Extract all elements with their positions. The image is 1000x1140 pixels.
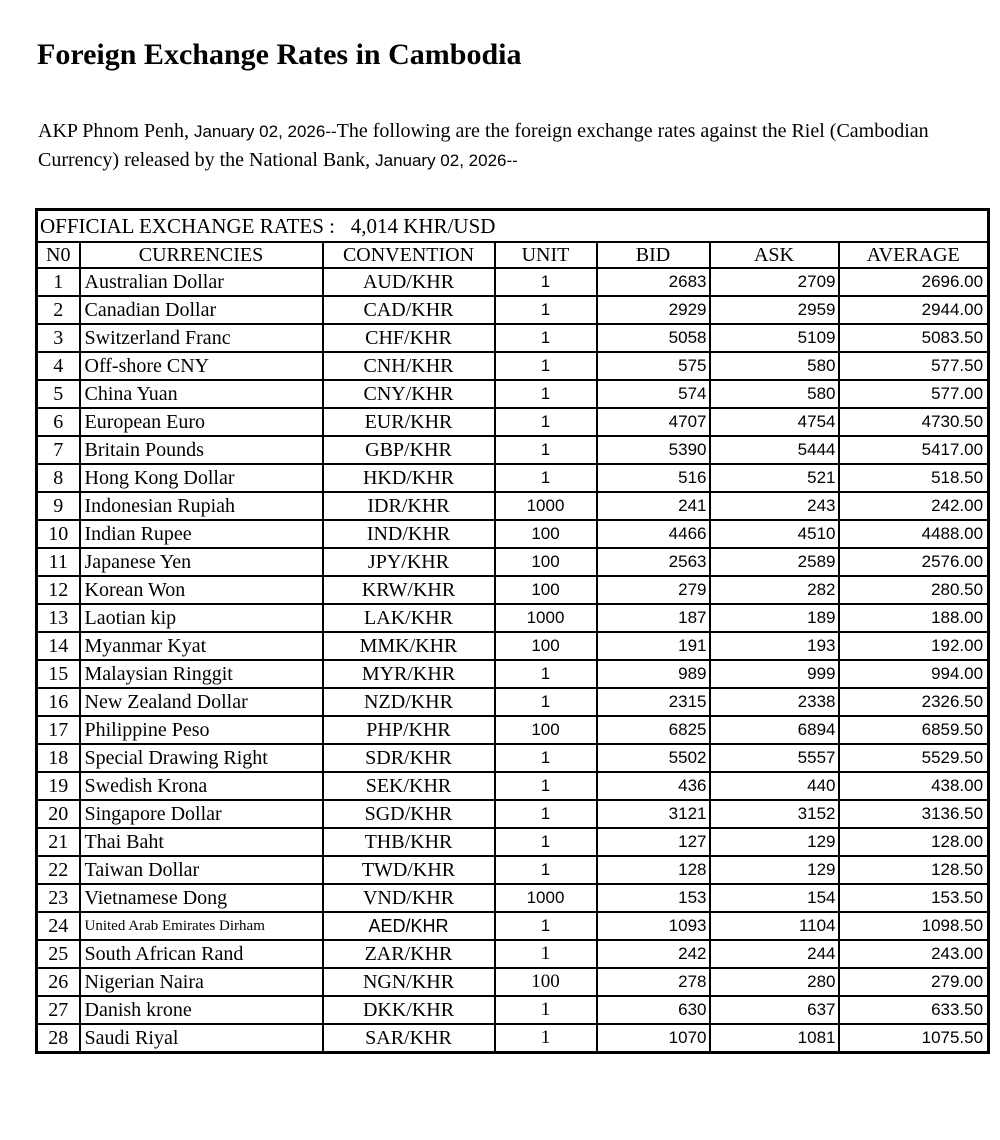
cell-unit: 1 xyxy=(495,1024,597,1053)
cell-convention: SAR/KHR xyxy=(323,1024,495,1053)
cell-unit: 1 xyxy=(495,940,597,968)
table-row xyxy=(37,688,989,716)
cell-unit: 100 xyxy=(495,576,597,604)
cell-average: 2696.00 xyxy=(839,268,989,296)
cell-unit: 1000 xyxy=(495,604,597,632)
cell-average: 128.00 xyxy=(839,828,989,856)
column-header-average: AVERAGE xyxy=(839,242,989,268)
cell-currency: Indonesian Rupiah xyxy=(80,492,323,520)
table-row xyxy=(37,492,989,520)
cell-ask: 193 xyxy=(710,632,839,660)
cell-currency: Switzerland Franc xyxy=(80,324,323,352)
cell-average: 2326.50 xyxy=(839,688,989,716)
cell-bid: 128 xyxy=(597,856,710,884)
cell-bid: 187 xyxy=(597,604,710,632)
cell-no: 26 xyxy=(37,968,80,996)
cell-average: 243.00 xyxy=(839,940,989,968)
cell-ask: 2959 xyxy=(710,296,839,324)
table-row xyxy=(37,520,989,548)
table-caption: OFFICIAL EXCHANGE RATES : 4,014 KHR/USD xyxy=(37,210,989,243)
cell-unit: 1 xyxy=(495,464,597,492)
cell-no: 16 xyxy=(37,688,80,716)
cell-convention: CHF/KHR xyxy=(323,324,495,352)
cell-no: 7 xyxy=(37,436,80,464)
cell-ask: 521 xyxy=(710,464,839,492)
cell-currency: Australian Dollar xyxy=(80,268,323,296)
cell-average: 1075.50 xyxy=(839,1024,989,1053)
table-row xyxy=(37,380,989,408)
cell-unit: 1 xyxy=(495,744,597,772)
cell-no: 21 xyxy=(37,828,80,856)
cell-average: 3136.50 xyxy=(839,800,989,828)
cell-convention: PHP/KHR xyxy=(323,716,495,744)
cell-ask: 5557 xyxy=(710,744,839,772)
cell-currency: South African Rand xyxy=(80,940,323,968)
cell-convention: CNH/KHR xyxy=(323,352,495,380)
cell-no: 18 xyxy=(37,744,80,772)
cell-ask: 637 xyxy=(710,996,839,1024)
cell-convention: SGD/KHR xyxy=(323,800,495,828)
table-row xyxy=(37,744,989,772)
cell-currency: Malaysian Ringgit xyxy=(80,660,323,688)
cell-bid: 5502 xyxy=(597,744,710,772)
cell-unit: 1 xyxy=(495,688,597,716)
cell-ask: 1081 xyxy=(710,1024,839,1053)
cell-currency: Thai Baht xyxy=(80,828,323,856)
cell-average: 2944.00 xyxy=(839,296,989,324)
cell-convention: LAK/KHR xyxy=(323,604,495,632)
cell-bid: 4466 xyxy=(597,520,710,548)
cell-average: 279.00 xyxy=(839,968,989,996)
exchange-rates-table xyxy=(35,208,990,1054)
cell-average: 280.50 xyxy=(839,576,989,604)
table-row xyxy=(37,464,989,492)
cell-no: 17 xyxy=(37,716,80,744)
table-row xyxy=(37,940,989,968)
cell-average: 192.00 xyxy=(839,632,989,660)
cell-unit: 100 xyxy=(495,968,597,996)
cell-unit: 1 xyxy=(495,352,597,380)
cell-no: 22 xyxy=(37,856,80,884)
cell-bid: 1093 xyxy=(597,912,710,940)
cell-convention: SEK/KHR xyxy=(323,772,495,800)
cell-bid: 191 xyxy=(597,632,710,660)
cell-no: 15 xyxy=(37,660,80,688)
cell-average: 994.00 xyxy=(839,660,989,688)
cell-convention: ZAR/KHR xyxy=(323,940,495,968)
cell-bid: 630 xyxy=(597,996,710,1024)
table-row xyxy=(37,884,989,912)
cell-ask: 154 xyxy=(710,884,839,912)
cell-bid: 4707 xyxy=(597,408,710,436)
cell-ask: 4754 xyxy=(710,408,839,436)
cell-convention: AED/KHR xyxy=(323,912,495,940)
cell-bid: 2929 xyxy=(597,296,710,324)
cell-average: 5083.50 xyxy=(839,324,989,352)
table-header-row xyxy=(37,242,989,268)
cell-unit: 1000 xyxy=(495,492,597,520)
table-row xyxy=(37,576,989,604)
cell-bid: 2683 xyxy=(597,268,710,296)
cell-unit: 1 xyxy=(495,800,597,828)
table-row xyxy=(37,968,989,996)
column-header-ask: ASK xyxy=(710,242,839,268)
table-row xyxy=(37,1024,989,1053)
page-title: Foreign Exchange Rates in Cambodia xyxy=(37,38,522,71)
cell-no: 6 xyxy=(37,408,80,436)
cell-currency: Taiwan Dollar xyxy=(80,856,323,884)
table-row xyxy=(37,296,989,324)
table-row xyxy=(37,912,989,940)
cell-bid: 989 xyxy=(597,660,710,688)
cell-ask: 4510 xyxy=(710,520,839,548)
cell-bid: 575 xyxy=(597,352,710,380)
cell-average: 577.00 xyxy=(839,380,989,408)
cell-convention: THB/KHR xyxy=(323,828,495,856)
cell-unit: 100 xyxy=(495,548,597,576)
cell-currency: New Zealand Dollar xyxy=(80,688,323,716)
cell-unit: 1 xyxy=(495,380,597,408)
cell-bid: 241 xyxy=(597,492,710,520)
cell-no: 28 xyxy=(37,1024,80,1053)
cell-ask: 243 xyxy=(710,492,839,520)
intro-text-body: The following are the foreign exchange rates against the Riel (Cambodian Currency) released by the National Bank, xyxy=(38,120,929,171)
cell-average: 6859.50 xyxy=(839,716,989,744)
cell-unit: 1 xyxy=(495,828,597,856)
cell-average: 2576.00 xyxy=(839,548,989,576)
cell-bid: 153 xyxy=(597,884,710,912)
cell-average: 577.50 xyxy=(839,352,989,380)
cell-no: 5 xyxy=(37,380,80,408)
cell-average: 4488.00 xyxy=(839,520,989,548)
intro-date-1: January 02, 2026-- xyxy=(193,122,337,141)
cell-no: 19 xyxy=(37,772,80,800)
cell-currency: Myanmar Kyat xyxy=(80,632,323,660)
cell-unit: 1 xyxy=(495,856,597,884)
cell-no: 14 xyxy=(37,632,80,660)
cell-bid: 279 xyxy=(597,576,710,604)
table-row xyxy=(37,604,989,632)
table-row xyxy=(37,632,989,660)
table-row xyxy=(37,716,989,744)
column-header-unit: UNIT xyxy=(495,242,597,268)
cell-convention: TWD/KHR xyxy=(323,856,495,884)
cell-currency: Nigerian Naira xyxy=(80,968,323,996)
cell-no: 2 xyxy=(37,296,80,324)
cell-bid: 127 xyxy=(597,828,710,856)
cell-no: 20 xyxy=(37,800,80,828)
cell-convention: NZD/KHR xyxy=(323,688,495,716)
cell-bid: 2563 xyxy=(597,548,710,576)
cell-convention: CNY/KHR xyxy=(323,380,495,408)
cell-unit: 1 xyxy=(495,296,597,324)
table-row xyxy=(37,436,989,464)
cell-ask: 280 xyxy=(710,968,839,996)
table-row xyxy=(37,996,989,1024)
cell-bid: 5058 xyxy=(597,324,710,352)
cell-ask: 580 xyxy=(710,380,839,408)
table-row xyxy=(37,408,989,436)
cell-average: 5417.00 xyxy=(839,436,989,464)
cell-average: 188.00 xyxy=(839,604,989,632)
cell-convention: VND/KHR xyxy=(323,884,495,912)
cell-convention: CAD/KHR xyxy=(323,296,495,324)
cell-unit: 1 xyxy=(495,912,597,940)
cell-bid: 3121 xyxy=(597,800,710,828)
cell-currency: Philippine Peso xyxy=(80,716,323,744)
table-row xyxy=(37,772,989,800)
table-row xyxy=(37,660,989,688)
cell-currency: Singapore Dollar xyxy=(80,800,323,828)
column-header-currencies: CURRENCIES xyxy=(80,242,323,268)
cell-currency: Hong Kong Dollar xyxy=(80,464,323,492)
cell-no: 11 xyxy=(37,548,80,576)
cell-unit: 1 xyxy=(495,660,597,688)
cell-no: 23 xyxy=(37,884,80,912)
cell-currency: Special Drawing Right xyxy=(80,744,323,772)
cell-currency: European Euro xyxy=(80,408,323,436)
cell-ask: 580 xyxy=(710,352,839,380)
cell-average: 128.50 xyxy=(839,856,989,884)
cell-unit: 100 xyxy=(495,520,597,548)
cell-bid: 516 xyxy=(597,464,710,492)
cell-ask: 5109 xyxy=(710,324,839,352)
cell-currency: Saudi Riyal xyxy=(80,1024,323,1053)
cell-unit: 100 xyxy=(495,716,597,744)
table-row xyxy=(37,856,989,884)
cell-currency: United Arab Emirates Dirham xyxy=(80,912,323,940)
cell-bid: 1070 xyxy=(597,1024,710,1053)
cell-currency: China Yuan xyxy=(80,380,323,408)
cell-no: 12 xyxy=(37,576,80,604)
cell-unit: 1 xyxy=(495,324,597,352)
cell-no: 4 xyxy=(37,352,80,380)
cell-currency: Japanese Yen xyxy=(80,548,323,576)
cell-ask: 129 xyxy=(710,856,839,884)
intro-text-lead: AKP Phnom Penh, xyxy=(38,120,194,142)
cell-currency: Korean Won xyxy=(80,576,323,604)
cell-ask: 244 xyxy=(710,940,839,968)
table-row xyxy=(37,828,989,856)
cell-currency: Britain Pounds xyxy=(80,436,323,464)
cell-bid: 242 xyxy=(597,940,710,968)
cell-ask: 3152 xyxy=(710,800,839,828)
table-row xyxy=(37,800,989,828)
cell-unit: 1 xyxy=(495,772,597,800)
cell-currency: Indian Rupee xyxy=(80,520,323,548)
cell-ask: 2338 xyxy=(710,688,839,716)
cell-convention: AUD/KHR xyxy=(323,268,495,296)
cell-average: 1098.50 xyxy=(839,912,989,940)
cell-ask: 2589 xyxy=(710,548,839,576)
cell-average: 153.50 xyxy=(839,884,989,912)
cell-bid: 436 xyxy=(597,772,710,800)
cell-currency: Off-shore CNY xyxy=(80,352,323,380)
cell-convention: EUR/KHR xyxy=(323,408,495,436)
cell-ask: 999 xyxy=(710,660,839,688)
cell-convention: HKD/KHR xyxy=(323,464,495,492)
cell-average: 518.50 xyxy=(839,464,989,492)
cell-convention: MMK/KHR xyxy=(323,632,495,660)
cell-average: 438.00 xyxy=(839,772,989,800)
cell-convention: MYR/KHR xyxy=(323,660,495,688)
cell-convention: DKK/KHR xyxy=(323,996,495,1024)
cell-average: 4730.50 xyxy=(839,408,989,436)
table-row xyxy=(37,268,989,296)
cell-average: 633.50 xyxy=(839,996,989,1024)
cell-no: 25 xyxy=(37,940,80,968)
cell-currency: Danish krone xyxy=(80,996,323,1024)
cell-convention: SDR/KHR xyxy=(323,744,495,772)
cell-bid: 5390 xyxy=(597,436,710,464)
cell-no: 10 xyxy=(37,520,80,548)
column-header-convention: CONVENTION xyxy=(323,242,495,268)
cell-no: 24 xyxy=(37,912,80,940)
cell-unit: 1 xyxy=(495,436,597,464)
cell-ask: 129 xyxy=(710,828,839,856)
cell-no: 3 xyxy=(37,324,80,352)
cell-ask: 440 xyxy=(710,772,839,800)
cell-convention: KRW/KHR xyxy=(323,576,495,604)
cell-convention: JPY/KHR xyxy=(323,548,495,576)
cell-ask: 1104 xyxy=(710,912,839,940)
cell-bid: 278 xyxy=(597,968,710,996)
column-header-bid: BID xyxy=(597,242,710,268)
cell-convention: NGN/KHR xyxy=(323,968,495,996)
cell-unit: 1 xyxy=(495,996,597,1024)
table-row xyxy=(37,324,989,352)
intro-paragraph xyxy=(38,117,960,175)
cell-unit: 100 xyxy=(495,632,597,660)
cell-ask: 282 xyxy=(710,576,839,604)
cell-no: 8 xyxy=(37,464,80,492)
intro-date-2: January 02, 2026-- xyxy=(375,151,518,170)
cell-currency: Canadian Dollar xyxy=(80,296,323,324)
cell-no: 9 xyxy=(37,492,80,520)
cell-average: 5529.50 xyxy=(839,744,989,772)
table-row xyxy=(37,352,989,380)
column-header-n0: N0 xyxy=(37,242,80,268)
cell-bid: 574 xyxy=(597,380,710,408)
cell-ask: 6894 xyxy=(710,716,839,744)
cell-no: 27 xyxy=(37,996,80,1024)
cell-no: 13 xyxy=(37,604,80,632)
cell-bid: 6825 xyxy=(597,716,710,744)
cell-ask: 2709 xyxy=(710,268,839,296)
cell-unit: 1000 xyxy=(495,884,597,912)
cell-convention: IND/KHR xyxy=(323,520,495,548)
cell-average: 242.00 xyxy=(839,492,989,520)
cell-convention: IDR/KHR xyxy=(323,492,495,520)
cell-bid: 2315 xyxy=(597,688,710,716)
cell-currency: Laotian kip xyxy=(80,604,323,632)
cell-currency: Swedish Krona xyxy=(80,772,323,800)
cell-convention: GBP/KHR xyxy=(323,436,495,464)
cell-no: 1 xyxy=(37,268,80,296)
cell-currency: Vietnamese Dong xyxy=(80,884,323,912)
table-row xyxy=(37,548,989,576)
table-caption-row xyxy=(37,210,989,243)
cell-ask: 5444 xyxy=(710,436,839,464)
cell-ask: 189 xyxy=(710,604,839,632)
cell-unit: 1 xyxy=(495,268,597,296)
cell-unit: 1 xyxy=(495,408,597,436)
